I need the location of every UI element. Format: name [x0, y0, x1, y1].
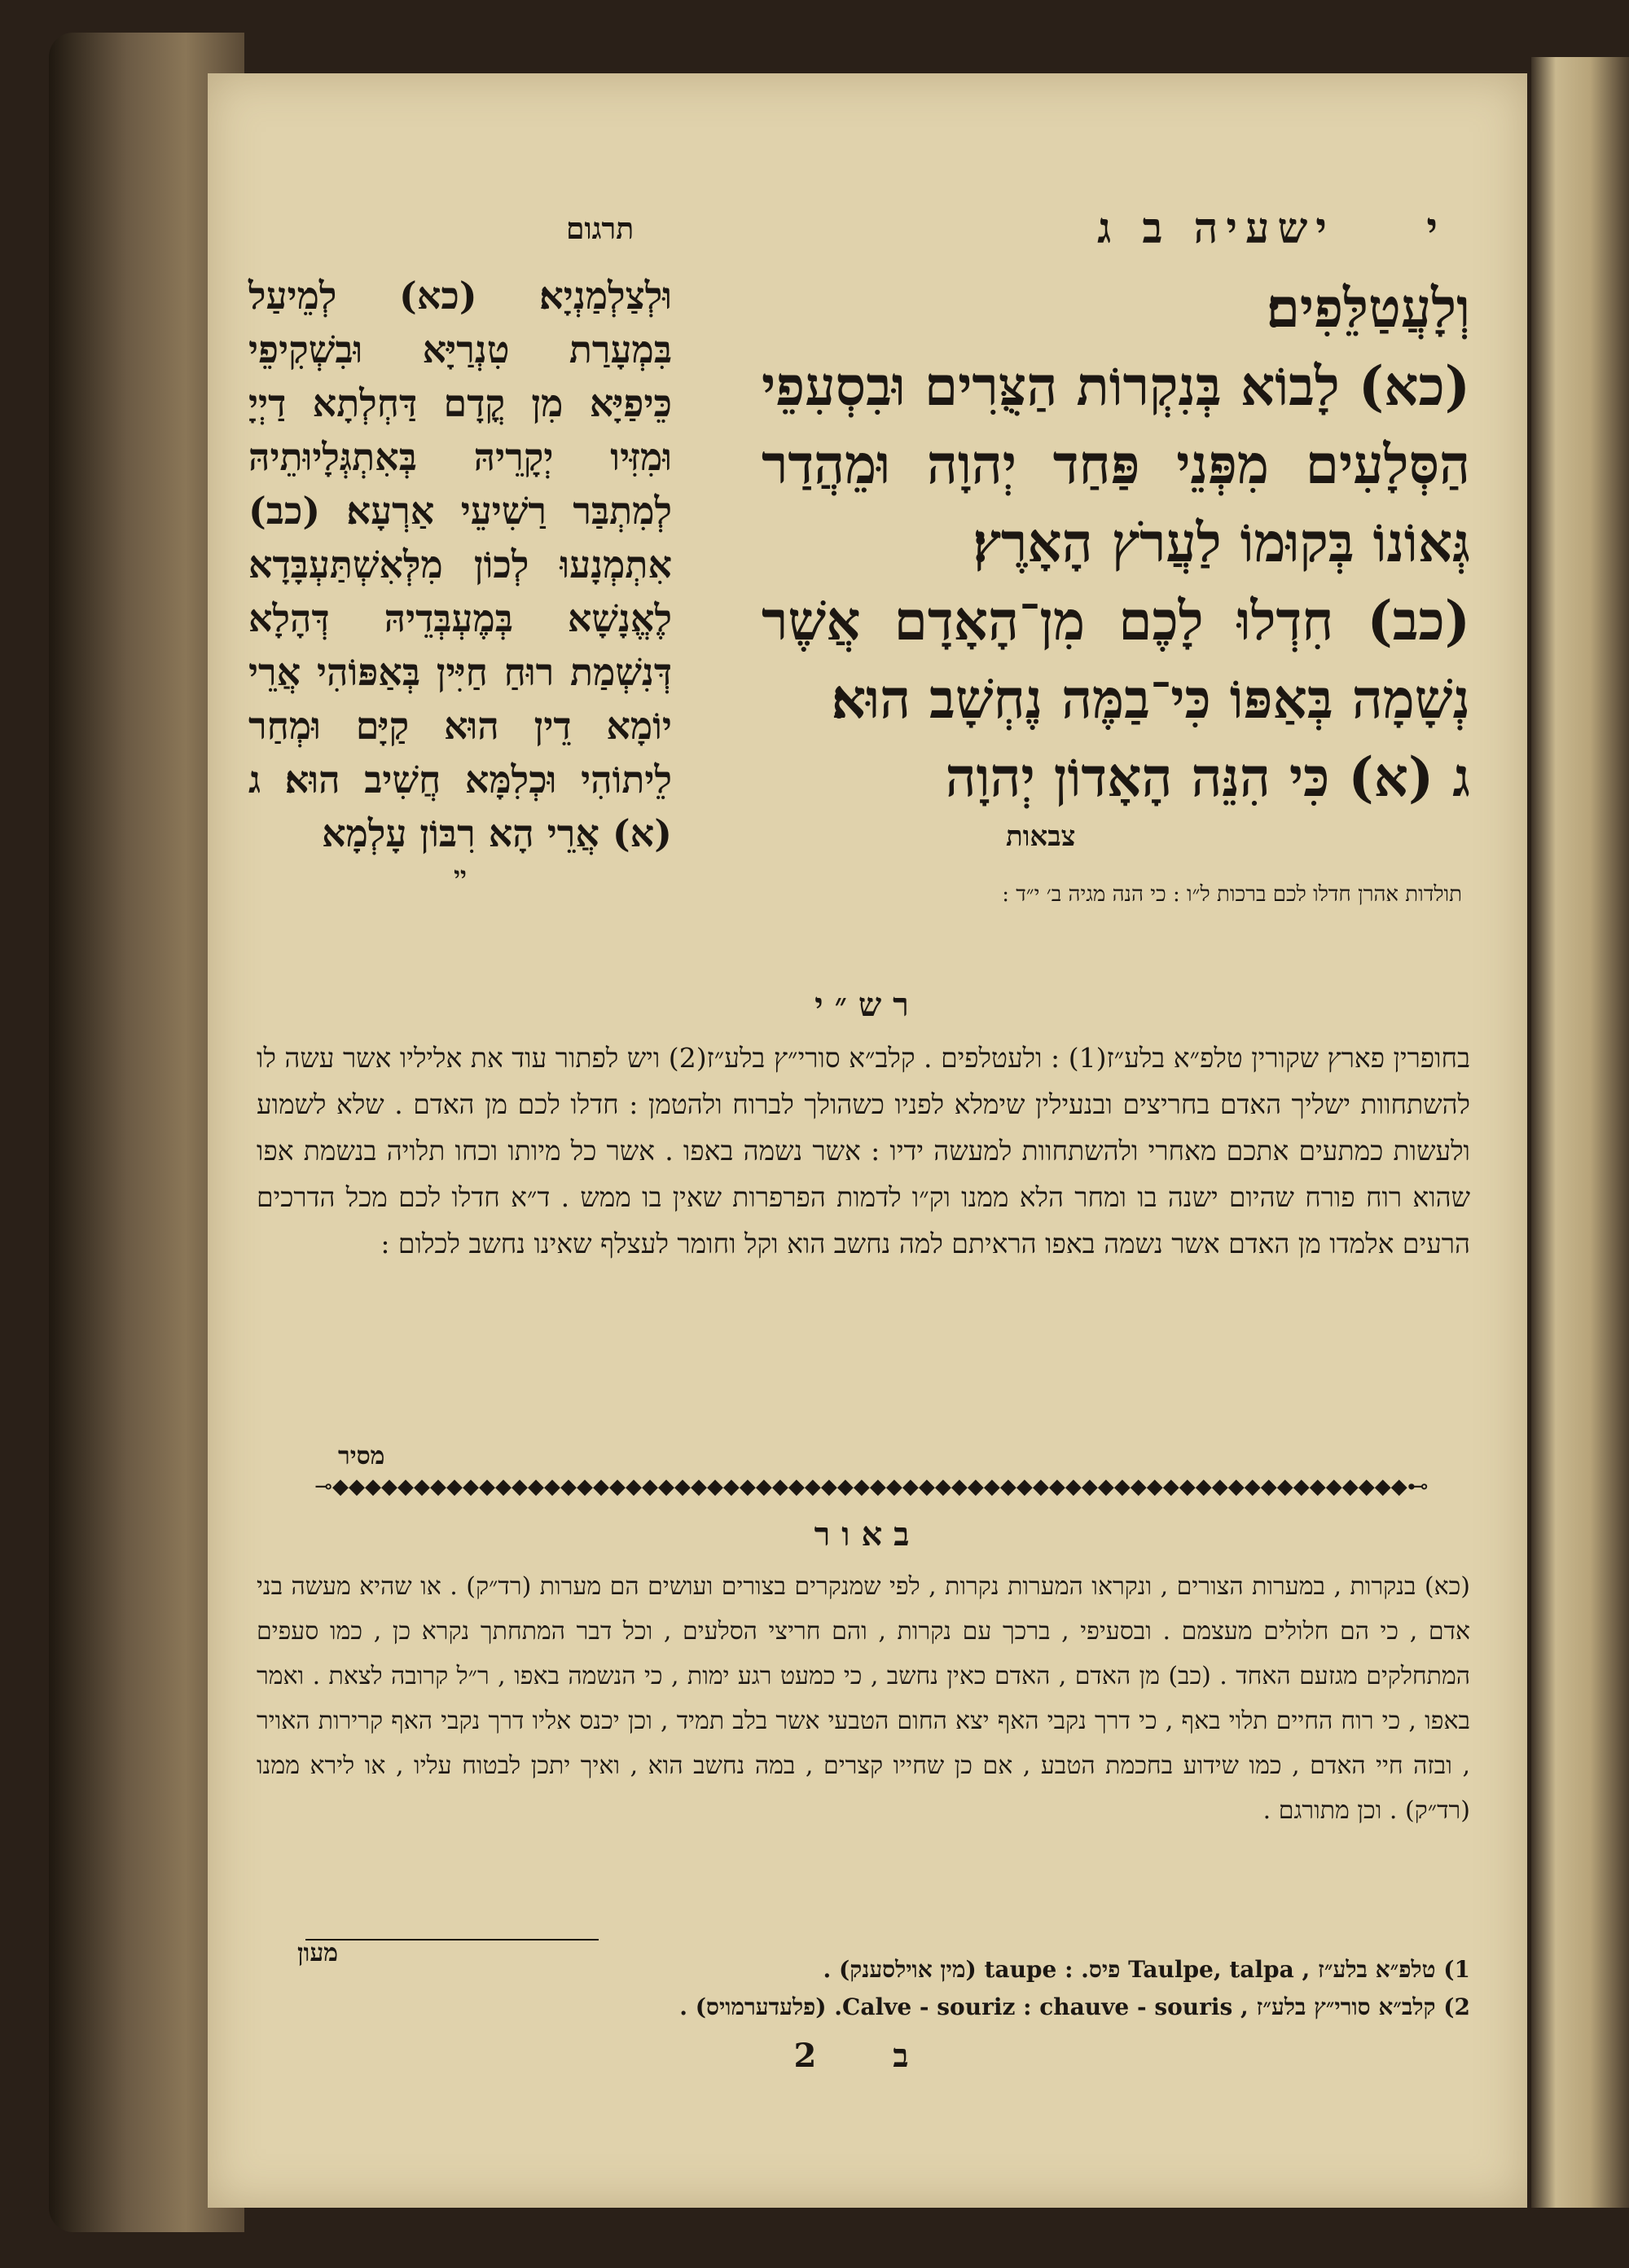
biur-commentary: (כא) בנקרות , במערות הצורים , ונקראו המערות נקרות , לפי שמנקרים בצורים ועושים הם מערות (רד״ק) . או שהיא מעשה בני אדם , כי הם חלולים מעצמם . ובסעיפי , ברכך עם נקרות , והם חריצי הסלעים , וכל דבר המתחתך נקרא כן , כמו סעפים המתחלקים מגזעם האחד . (כב) מן האדם , האדם כאין נחשב , כי כמעט רגע ימות , כי הנשמה באפו , ר״ל קרובה לצאת . ואמר באפו , כי רוח החיים תלוי באף , כי דרך נקבי האף יצא החום הטבעי אשר בלב תמיד , וכן יכנס אליו דרך נקבי האף קרירות האויר , ובזה חיי האדם , כמו שידוע בחכמת הטבע , אם כן שחייו קצרים , במה נחשב הוא , ואיך יתכן לבטוח עליו , או לירא ממנו (רד״ק) . וכן מתורגם . — [257, 1572, 1470, 1825]
page-marker: י — [1426, 204, 1446, 253]
footnote-1: 1) טלפ״א בלע״ז , Taulpe, talpa פיס. : taupe (מין אוילסענק) . — [823, 1956, 1470, 1983]
running-head — [257, 204, 1478, 253]
footnote-2: 2) קלב״א סורי״ץ בלע״ז , Calve - souriz : chauve - souris. (פלעדערמויס) . — [679, 1993, 1470, 2020]
folio-arabic: 2 — [793, 2037, 850, 2075]
targum-label: תרגום — [566, 212, 634, 246]
rashi-catchword: מסיר — [338, 1442, 385, 1470]
targum-chapter-3-start: ג (א) אֲרֵי הָא רִבּוֹן עָלְמָא — [248, 758, 672, 855]
chapter-3-start: ג (א) כִּי הִנֵּה הָאָדוֹן יְהוָה — [945, 745, 1470, 809]
biur-catchword: מעון — [297, 1939, 339, 1967]
targum-verse-21: (כא) לְמֵיעַל בִּמְעָרַת טִנְרַיָּא וּבִשְׁקִיפֵי כֵּיפַיָּא מִן קֳדָם דַּחְלְתָא דַיְיָ וּמִזִּיו יְקָרֵיהּ בְּאִתְגְּלָיוּתֵיהּ לְמִתְבַּר רַשִׁיעֵי אַרְעָא׃ — [248, 274, 673, 533]
targum-verse-20-tail: וּלְצַלְמַנְיָא׃ — [539, 274, 672, 318]
footnote-rule — [305, 1939, 599, 1941]
targum-catchword: יי — [454, 862, 467, 890]
folio-hebrew: ב — [893, 2037, 942, 2075]
main-scripture-text — [762, 269, 1470, 857]
ornamental-divider: ⊸◆◆◆◆◆◆◆◆◆◆◆◆◆◆◆◆◆◆◆◆◆◆◆◆◆◆◆◆◆◆◆◆◆◆◆◆◆◆◆◆◆◆◆◆◆◆◆◆◆◆◆◆◆◆◆◆◆◆◆◆◆◆◆◆◆◆⊷ — [314, 1475, 1429, 1499]
toldot-aharon-note: תולדות אהרן חדלו לכם ברכות ל״ו : כי הנה מגיה ב׳ י״ד : — [1002, 882, 1462, 907]
facing-page-edge — [1531, 57, 1629, 2208]
main-catchword: צבאות — [1006, 820, 1076, 853]
biur-title: באור — [814, 1515, 921, 1554]
book-page — [208, 73, 1527, 2208]
verse-21: (כא) לָבוֹא בְּנִקְרוֹת הַצֻּרִים וּבִסְעִפֵי הַסְּלָעִים מִפְּנֵי פַּחַד יְהוָה וּמֵהֲדַר גְּאוֹנוֹ בְּקוּמוֹ לַעֲרֹץ הָאָרֶץ׃ — [762, 354, 1470, 574]
folio-signature — [208, 2037, 1527, 2075]
running-head-book — [1097, 204, 1446, 253]
targum-verse-22: (כב) אִתְמְנָעוּ לְכוֹן מִלְּאִשְׁתַּעְבָּדָא לֶאֱנָשָׁא בְּמֶעְבְּדֵיהּ דְּהָלָא דְּנִשְׁמַת רוּחַ חַיִּין בְּאַפּוֹהִי אֲרֵי יוֹמָא דֵין הוּא קַיָּם וּמְחַר לֵיתוֹהִי וּכְלִמָּא חֲשִׁיב הוּא׃ — [248, 489, 673, 802]
rashi-title: רש״י — [814, 986, 920, 1024]
verse-22: (כב) חִדְלוּ לָכֶם מִן־הָאָדָם אֲשֶׁר נְשָׁמָה בְּאַפּוֹ כִּי־בַמֶּה נֶחְשָׁב הוּא׃ — [762, 589, 1470, 731]
verse-20-tail: וְלָעֲטַלֵּפִים׃ — [1266, 276, 1470, 340]
footnotes — [314, 1951, 1470, 2026]
rashi-commentary: בחופרין פארץ שקורין טלפ״א בלע״ז(1) : ולעטלפים . קלב״א סורי״ץ בלע״ז(2) ויש לפתור עוד את אליליו אשר עשה לו להשתחוות ישליך האדם בחריצים ובנעילין שימלא לפניו כשהולך לברוח ולהטמן : חדלו לכם מן האדם . שלא לשמוע ולעשות כמתעים אתכם מאחרי ולהשתחוות למעשה ידיו : אשר נשמה באפו . אשר כל מיותו וכחו תלויה בנשמת אפו שהוא רוח פורח שהיום ישנה בו ומחר הלא ממנו וק״ו לדמות הפרפרות שאין בו ממש . ד״א חדלו לכם מכל הדרכים הרעים אלמדו מן האדם אשר נשמה באפו הראיתם למה נחשב הוא וקל וחומר לעצלף שאינו נחשב לכלום : — [257, 1042, 1470, 1259]
book-chapter-label: ישעיה ב ג — [1097, 204, 1335, 253]
targum-column — [248, 269, 672, 893]
